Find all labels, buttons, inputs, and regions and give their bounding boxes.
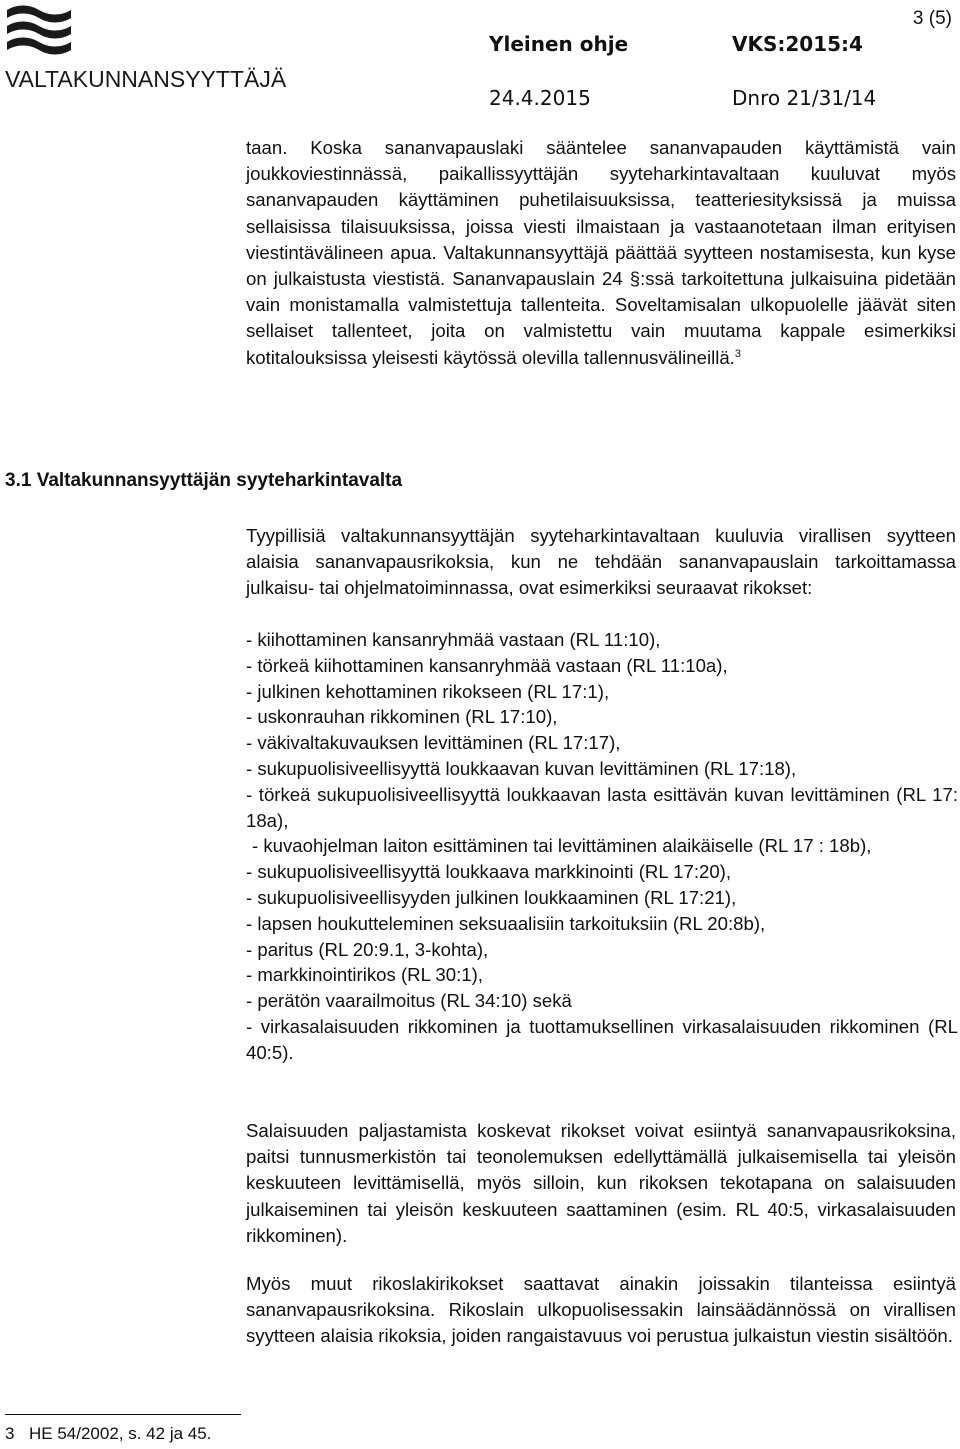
- list-item: - julkinen kehottaminen rikokseen (RL 17:1),: [246, 680, 610, 702]
- list-item: - uskonrauhan rikkominen (RL 17:10),: [246, 706, 558, 728]
- secrecy-paragraph: Salaisuuden paljastamista koskevat rikokset voivat esiintyä sananvapausrikoksina, paitsi tunnusmerkistön tai teonolemuksen edellyttämällä julkaisemisella tai yleisön keskuuteen levittämisellä, myös silloin, kun rikoksen tekotapana on salaisuuden julkaiseminen tai yleisön keskuuteen saattaminen (esim. RL 40:5, virkasalaisuuden rikkominen).: [246, 1120, 956, 1246]
- list-item: - sukupuolisiveellisyyttä loukkaava markkinointi (RL 17:20),: [246, 861, 732, 883]
- logo-wordmark: VALTAKUNNANSYYTTÄJÄ: [5, 66, 287, 92]
- document-type: Yleinen ohje: [489, 32, 629, 56]
- offence-list: [246, 627, 958, 1066]
- list-item: - sukupuolisiveellisyyden julkinen loukkaaminen (RL 17:21),: [246, 886, 737, 908]
- list-item: - virkasalaisuuden rikkominen ja tuottamuksellinen virkasalaisuuden rikkominen (RL 40:5).: [246, 1015, 958, 1063]
- list-item: - lapsen houkutteleminen seksuaalisiin tarkoituksiin (RL 20:8b),: [246, 912, 766, 934]
- list-item: - törkeä kiihottaminen kansanryhmää vastaan (RL 11:10a),: [246, 654, 728, 676]
- footnote-text: HE 54/2002, s. 42 ja 45.: [29, 1424, 212, 1443]
- intro-paragraph-text: taan. Koska sananvapauslaki sääntelee sananvapauden käyttämistä vain joukkoviestinnässä, paikallissyyttäjän syyteharkintavaltaan kuuluvat myös sananvapauden käyttäminen puhetilaisuuksissa, teatteriesityksissä ja muissa sellaisissa tilaisuuksissa, joissa viesti ilmaistaan ja vastaanotetaan ilman erityisen viestintävälineen apua. Valtakunnansyyttäjä päättää syytteen nostamisesta, kun kyse on julkaistusta viestistä. Sananvapauslain 24 §:ssä tarkoitettuna julkaisuina pidetään vain monistamalla valmistettuja tallenteita. Soveltamisalan ulkopuolelle jäävät siten sellaiset tallenteet, joita on valmistettu vain muutama kappale esimerkiksi kotitalouksissa yleisesti käytössä olevilla tallennusvälineillä.: [246, 137, 956, 368]
- footnote-number: 3: [5, 1424, 15, 1443]
- list-item: - sukupuolisiveellisyyttä loukkaavan kuvan levittäminen (RL 17:18),: [246, 757, 797, 779]
- list-item: - kuvaohjelman laiton esittäminen tai levittäminen alaikäiselle (RL 17 : 18b),: [252, 835, 872, 857]
- list-item: - kiihottaminen kansanryhmää vastaan (RL 11:10),: [246, 629, 661, 650]
- list-item: - perätön vaarailmoitus (RL 34:10) sekä: [246, 990, 572, 1012]
- list-item: - törkeä sukupuolisiveellisyyttä loukkaavan lasta esittävän kuvan levittäminen (RL 17: 18a),: [246, 783, 958, 831]
- footnote: [5, 1424, 211, 1444]
- logo-mark-icon: [5, 2, 75, 64]
- list-item: - markkinointirikos (RL 30:1),: [246, 964, 483, 986]
- document-date: 24.4.2015: [489, 86, 591, 110]
- section-heading: 3.1 Valtakunnansyyttäjän syyteharkintavalta: [5, 470, 403, 491]
- page-number: 3 (5): [912, 8, 952, 29]
- section-intro-paragraph: Tyypillisiä valtakunnansyyttäjän syyteharkintavaltaan kuuluvia virallisen syytteen alaisia sananvapausrikoksia, kun ne tehdään sananvapauslain tarkoittamassa julkaisu- tai ohjelmatoiminnassa, ovat esimerkiksi seuraavat rikokset:: [246, 525, 956, 599]
- document-dnro: Dnro 21/31/14: [732, 86, 877, 110]
- document-code: VKS:2015:4: [732, 32, 863, 56]
- footnote-reference: 3: [734, 347, 741, 360]
- list-item: - paritus (RL 20:9.1, 3-kohta),: [246, 938, 489, 960]
- list-item: - väkivaltakuvauksen levittäminen (RL 17:17),: [246, 732, 621, 754]
- intro-paragraph: [246, 135, 956, 371]
- footnote-divider: [5, 1414, 241, 1415]
- organization-logo: [5, 2, 287, 97]
- other-offences-paragraph: Myös muut rikoslakirikokset saattavat ainakin joissakin tilanteissa esiintyä sananvapausrikoksina. Rikoslain ulkopuolisessakin lainsäädännössä on virallisen syytteen alaisia rikoksia, joiden rangaistavuus voi perustua julkaistun viestin sisältöön.: [246, 1273, 956, 1347]
